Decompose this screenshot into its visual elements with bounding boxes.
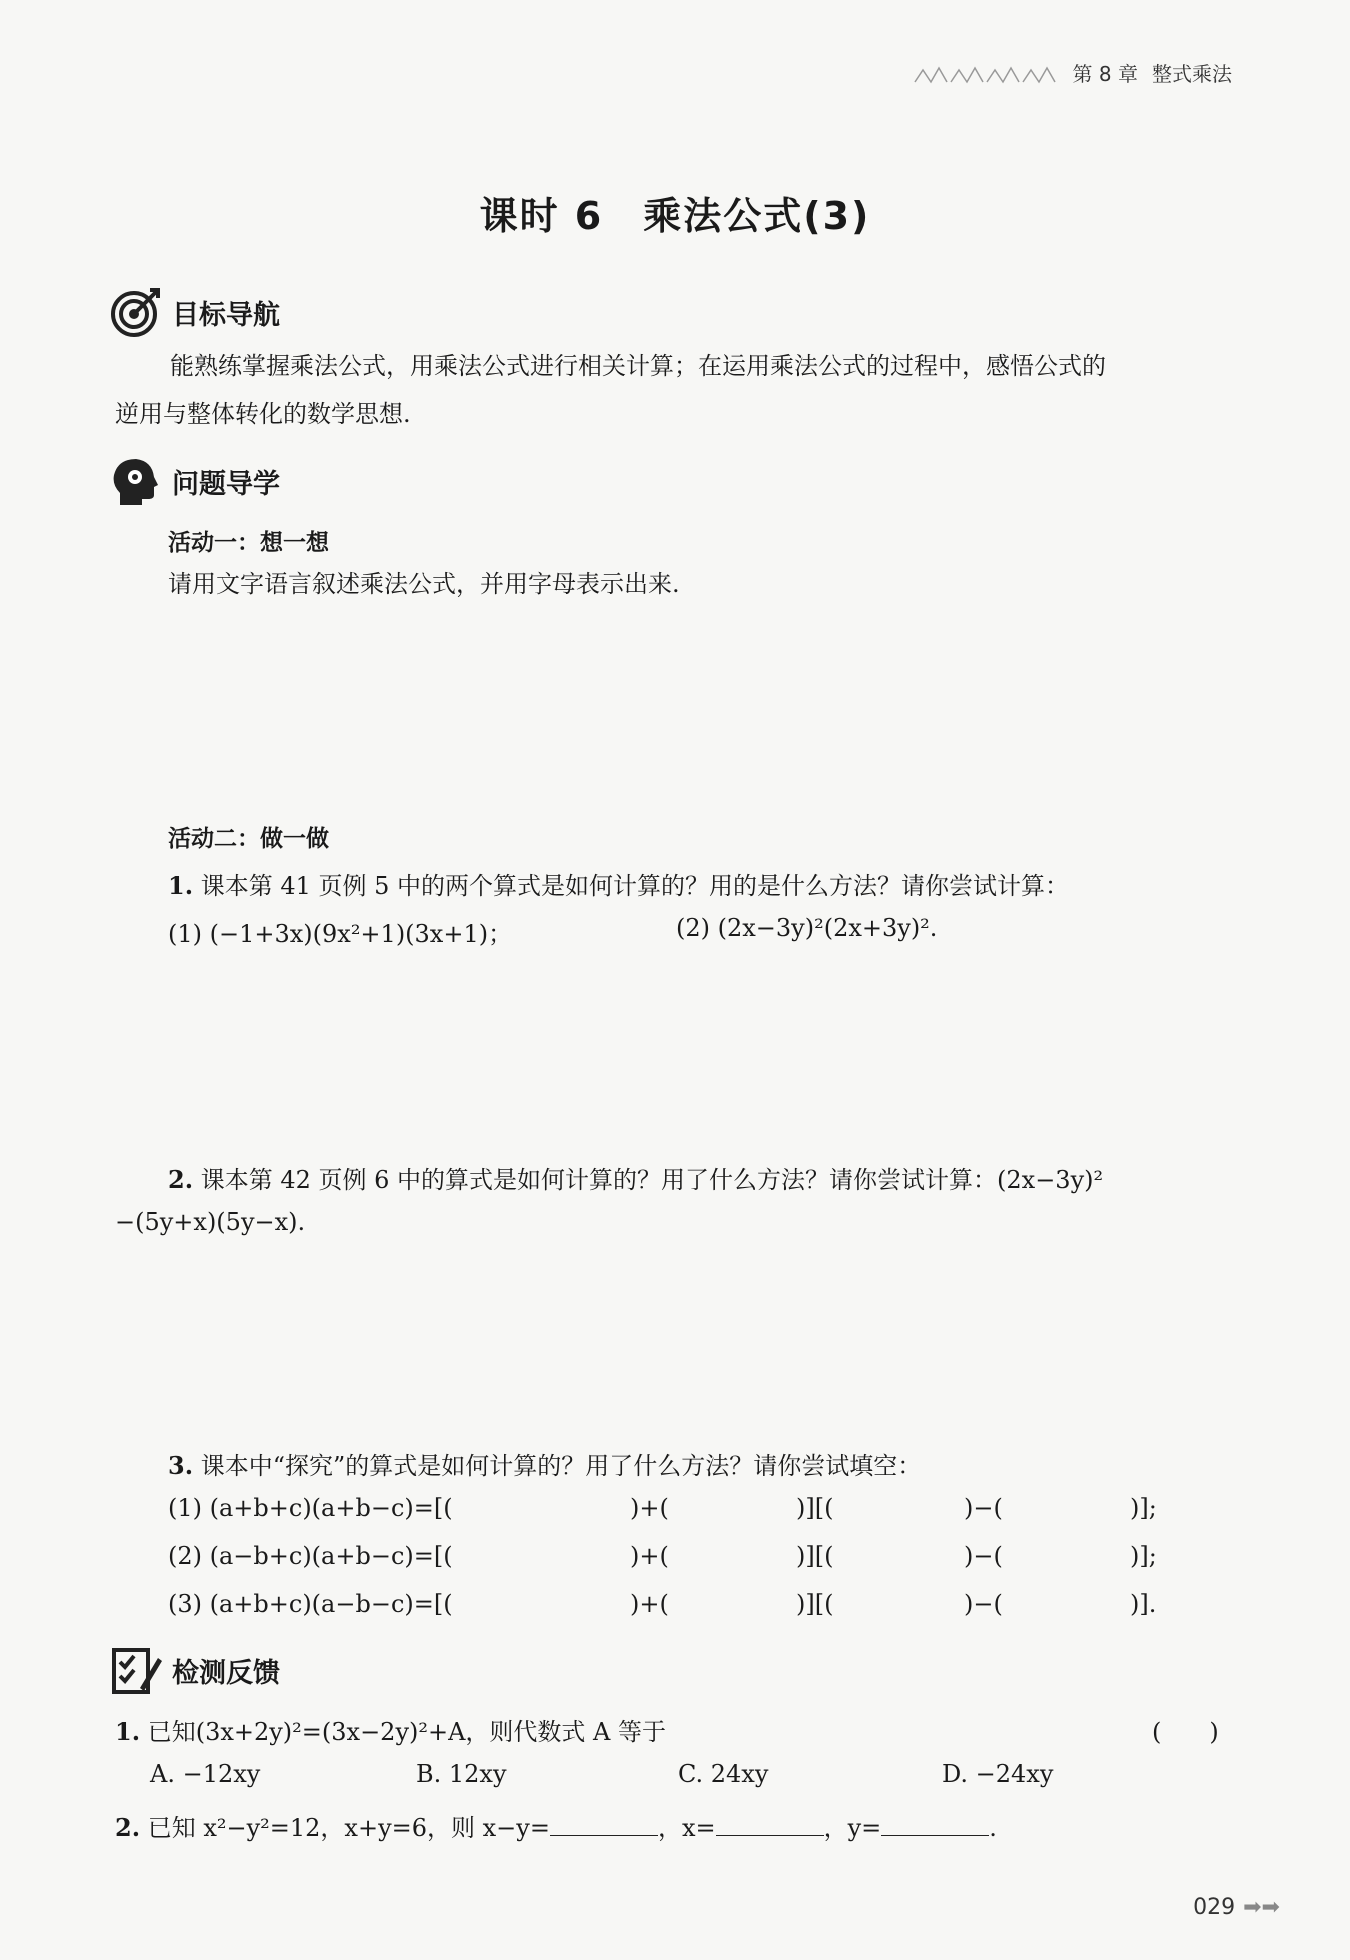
- activity-1-title: 活动一：想一想: [168, 530, 329, 556]
- answer-blank[interactable]: [881, 1813, 989, 1836]
- question-text-b: ，x=: [657, 1814, 716, 1842]
- q3-row-expr: (1) (a+b+c)(a+b−c)=[(: [168, 1494, 453, 1522]
- question-number: 3.: [168, 1451, 194, 1480]
- lesson-title: 课时 6 乘法公式(3): [479, 194, 871, 238]
- q3-row-end: )];: [1130, 1542, 1157, 1570]
- feedback-question-1: [115, 1712, 666, 1747]
- question-number: 2.: [115, 1813, 141, 1842]
- q1-subproblem-1: (1) (−1+3x)(9x²+1)(3x+1)；: [168, 920, 513, 948]
- question-text: 已知(3x+2y)²=(3x−2y)²+A，则代数式 A 等于: [147, 1718, 667, 1746]
- q3-row-minus: )−(: [964, 1542, 1003, 1570]
- q3-row-mid: )][(: [796, 1590, 834, 1618]
- head-gear-icon: [110, 455, 162, 507]
- section-goal-header: [110, 286, 280, 338]
- target-icon: [110, 286, 162, 338]
- q3-row-end: )];: [1130, 1494, 1157, 1522]
- question-2-continuation: −(5y+x)(5y−x).: [115, 1208, 306, 1236]
- feedback-question-2: [115, 1808, 997, 1843]
- chapter-number: 第 8 章: [1072, 62, 1138, 86]
- answer-paren[interactable]: ( ): [1152, 1718, 1219, 1746]
- question-number: 1.: [168, 871, 194, 900]
- chapter-name: 整式乘法: [1152, 62, 1232, 86]
- section-feedback-title: 检测反馈: [172, 1657, 280, 1689]
- answer-blank[interactable]: [550, 1813, 658, 1836]
- section-study-title: 问题导学: [172, 468, 280, 500]
- question-text-d: .: [989, 1814, 997, 1842]
- section-goal-title: 目标导航: [172, 299, 280, 331]
- goal-line-2: 逆用与整体转化的数学思想.: [115, 400, 411, 428]
- page-footer: [1193, 1895, 1280, 1920]
- q3-row-expr: (3) (a+b+c)(a−b−c)=[(: [168, 1590, 453, 1618]
- question-number: 2.: [168, 1165, 194, 1194]
- checklist-pen-icon: [110, 1644, 162, 1696]
- question-text: 课本第 42 页例 6 中的算式是如何计算的？用了什么方法？请你尝试计算：(2x−3y)²: [200, 1166, 1104, 1194]
- activity-2-question-1: [168, 866, 1069, 901]
- activity-2-question-3: [168, 1446, 921, 1481]
- q3-row-minus: )−(: [964, 1494, 1003, 1522]
- arrow-right-icon: ➡➡: [1243, 1895, 1280, 1920]
- q3-row-plus: )+(: [630, 1542, 669, 1570]
- feedback-q1-options: [150, 1760, 1150, 1790]
- option-a[interactable]: A. −12xy: [150, 1760, 261, 1788]
- question-text: 课本中“探究”的算式是如何计算的？用了什么方法？请你尝试填空：: [200, 1452, 922, 1480]
- q3-row-plus: )+(: [630, 1590, 669, 1618]
- section-study-header: [110, 455, 280, 507]
- question-number: 1.: [115, 1717, 141, 1746]
- option-b[interactable]: B. 12xy: [416, 1760, 507, 1788]
- page-number: 029: [1193, 1895, 1236, 1920]
- q1-subproblem-2: (2) (2x−3y)²(2x+3y)².: [676, 914, 938, 942]
- question-text-a: 已知 x²−y²=12，x+y=6，则 x−y=: [147, 1814, 550, 1842]
- q3-row-end: )].: [1130, 1590, 1157, 1618]
- answer-blank[interactable]: [716, 1813, 824, 1836]
- q3-row-expr: (2) (a−b+c)(a+b−c)=[(: [168, 1542, 453, 1570]
- q3-row-mid: )][(: [796, 1542, 834, 1570]
- q3-row-minus: )−(: [964, 1590, 1003, 1618]
- activity-2-question-2: [168, 1160, 1103, 1195]
- option-d[interactable]: D. −24xy: [942, 1760, 1054, 1788]
- q3-row-plus: )+(: [630, 1494, 669, 1522]
- activity-1-text: 请用文字语言叙述乘法公式，并用字母表示出来.: [168, 570, 680, 598]
- option-c[interactable]: C. 24xy: [678, 1760, 769, 1788]
- activity-2-title: 活动二：做一做: [168, 826, 329, 852]
- q3-row-mid: )][(: [796, 1494, 834, 1522]
- question-text-c: ，y=: [823, 1814, 882, 1842]
- goal-line-1: 能熟练掌握乘法公式，用乘法公式进行相关计算；在运用乘法公式的过程中，感悟公式的: [170, 352, 1106, 380]
- section-feedback-header: [110, 1644, 280, 1696]
- mountains-decoration-icon: [913, 62, 1059, 84]
- question-text: 课本第 41 页例 5 中的两个算式是如何计算的？用的是什么方法？请你尝试计算：: [200, 872, 1070, 900]
- page-header: [913, 58, 1232, 87]
